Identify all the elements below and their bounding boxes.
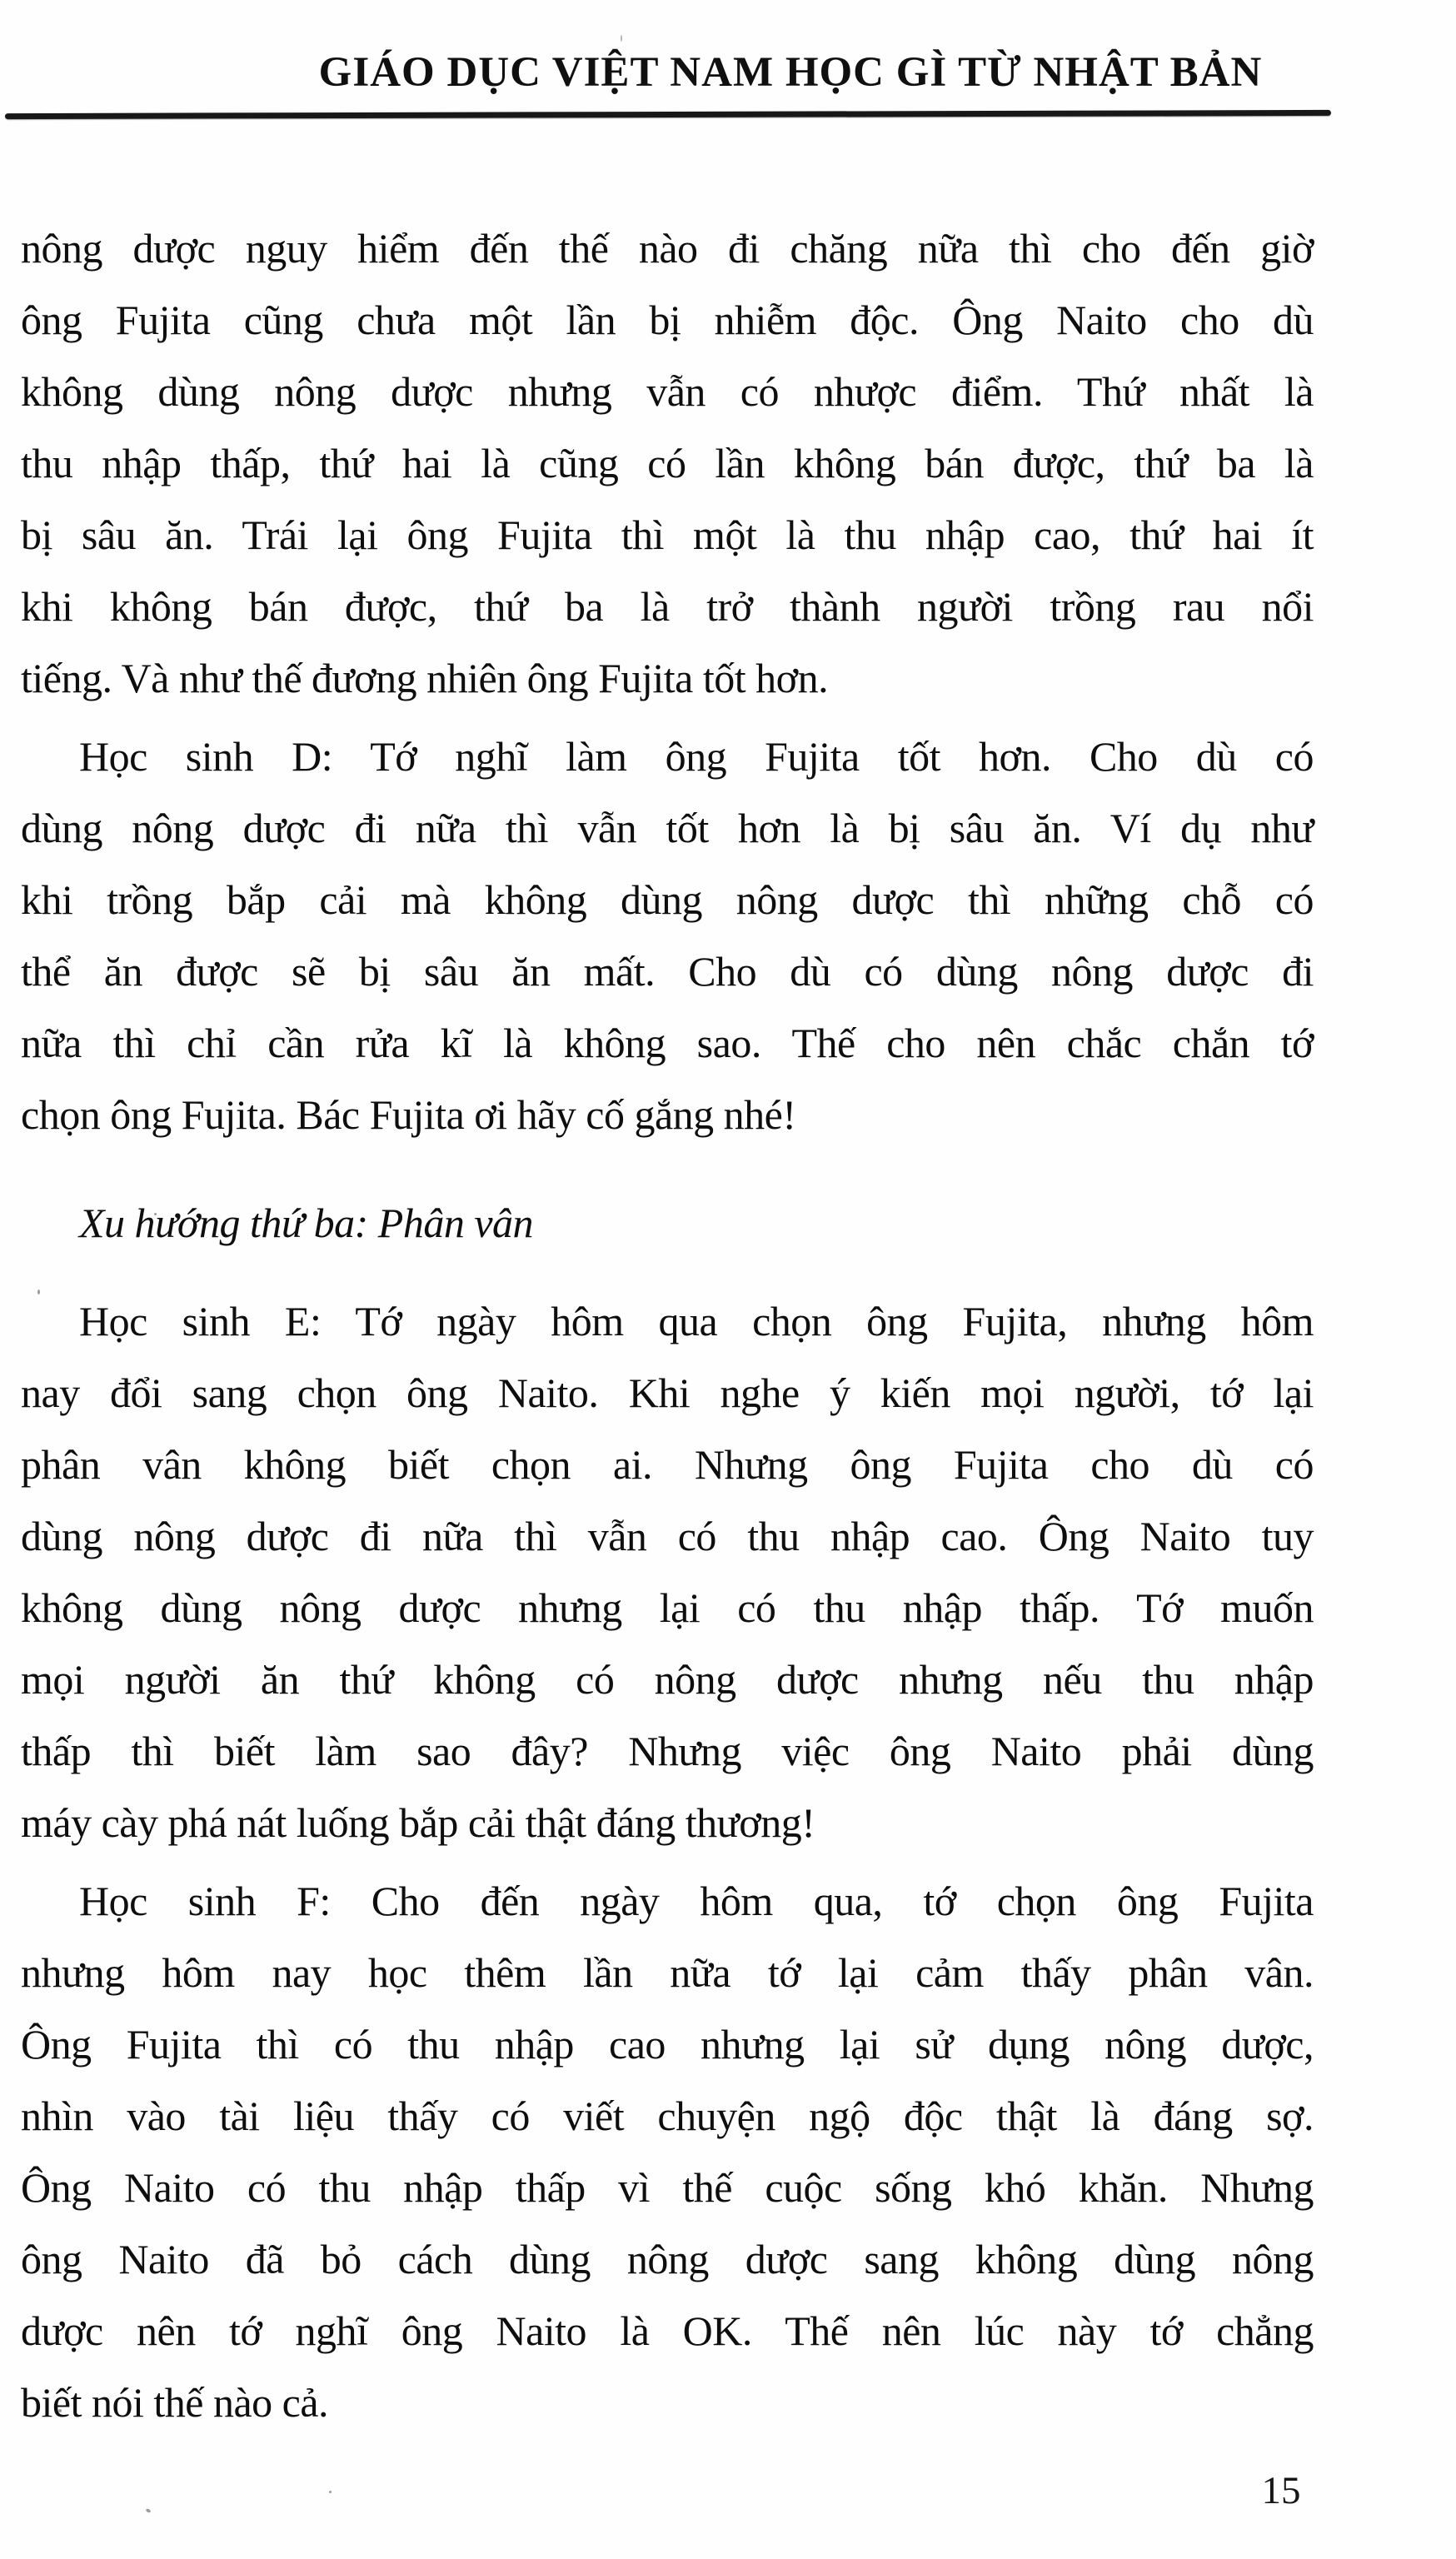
scan-speck [145, 2508, 151, 2513]
text-line: dược nên tớ nghĩ ông Naito là OK. Thế nên lúc này tớ chẳng [21, 2307, 1314, 2354]
text-line: chọn ông Fujita. Bác Fujita ơi hãy cố gắng nhé! [21, 1091, 796, 1138]
text-line: khi không bán được, thứ ba là trở thành người trồng rau nổi [21, 583, 1314, 630]
paragraph [21, 212, 1314, 714]
text-line: Học sinh E: Tớ ngày hôm qua chọn ông Fujita, nhưng hôm [79, 1298, 1314, 1344]
text-line: phân vân không biết chọn ai. Nhưng ông Fujita cho dù có [21, 1441, 1314, 1488]
text-line: bị sâu ăn. Trái lại ông Fujita thì một là thu nhập cao, thứ hai ít [21, 511, 1314, 558]
paragraph [21, 721, 1314, 1150]
text-line: dùng nông dược đi nữa thì vẫn tốt hơn là bị sâu ăn. Ví dụ như [21, 805, 1314, 851]
text-line: tiếng. Và như thế đương nhiên ông Fujita tốt hơn. [21, 655, 829, 701]
section-heading [21, 1187, 1314, 1259]
text-line: nay đổi sang chọn ông Naito. Khi nghe ý kiến mọi người, tớ lại [21, 1369, 1314, 1416]
text-line: thấp thì biết làm sao đây? Nhưng việc ông Naito phải dùng [21, 1728, 1314, 1774]
text-line: nông dược nguy hiểm đến thế nào đi chăng nữa thì cho đến giờ [21, 225, 1314, 272]
text-line: thể ăn được sẽ bị sâu ăn mất. Cho dù có dùng nông dược đi [21, 948, 1314, 995]
text-line: dùng nông dược đi nữa thì vẫn có thu nhập cao. Ông Naito tuy [21, 1513, 1314, 1559]
text-line: khi trồng bắp cải mà không dùng nông dược thì những chỗ có [21, 876, 1314, 923]
page-number: 15 [1261, 2469, 1301, 2512]
text-line: ông Naito đã bỏ cách dùng nông dược sang không dùng nông [21, 2236, 1314, 2282]
paragraph [21, 1285, 1314, 1858]
text-line: không dùng nông dược nhưng vẫn có nhược điểm. Thứ nhất là [21, 368, 1314, 415]
text-line: ông Fujita cũng chưa một lần bị nhiễm độc. Ông Naito cho dù [21, 297, 1314, 343]
text-line: không dùng nông dược nhưng lại có thu nhập thấp. Tớ muốn [21, 1584, 1314, 1631]
running-header: GIÁO DỤC VIỆT NAM HỌC GÌ TỪ NHẬT BẢN [318, 49, 1263, 96]
text-line: biết nói thế nào cả. [21, 2379, 329, 2426]
paragraph [21, 1865, 1314, 2438]
scan-speck [58, 2409, 62, 2412]
text-line: nhưng hôm nay học thêm lần nữa tớ lại cảm thấy phân vân. [21, 1949, 1314, 1996]
scan-speck [154, 1213, 157, 1215]
text-line: Ông Fujita thì có thu nhập cao nhưng lại sử dụng nông dược, [21, 2021, 1314, 2068]
scan-speck [329, 2491, 332, 2493]
text-line: Học sinh F: Cho đến ngày hôm qua, tớ chọn ông Fujita [79, 1878, 1314, 1924]
body-text [21, 212, 1314, 2438]
text-line: mọi người ăn thứ không có nông dược nhưng nếu thu nhập [21, 1656, 1314, 1703]
text-line: nữa thì chỉ cần rửa kĩ là không sao. Thế cho nên chắc chắn tớ [21, 1020, 1314, 1066]
text-line: Học sinh D: Tớ nghĩ làm ông Fujita tốt hơn. Cho dù có [79, 733, 1314, 780]
text-line: nhìn vào tài liệu thấy có viết chuyện ngộ độc thật là đáng sợ. [21, 2093, 1314, 2139]
text-line: Xu hướng thứ ba: Phân vân [79, 1200, 534, 1246]
text-line: thu nhập thấp, thứ hai là cũng có lần không bán được, thứ ba là [21, 440, 1314, 486]
scan-speck [621, 35, 622, 42]
text-line: Ông Naito có thu nhập thấp vì thế cuộc sống khó khăn. Nhưng [21, 2164, 1314, 2211]
header-rule [5, 110, 1331, 119]
text-line: máy cày phá nát luống bắp cải thật đáng thương! [21, 1799, 815, 1846]
scan-speck [37, 1289, 40, 1294]
